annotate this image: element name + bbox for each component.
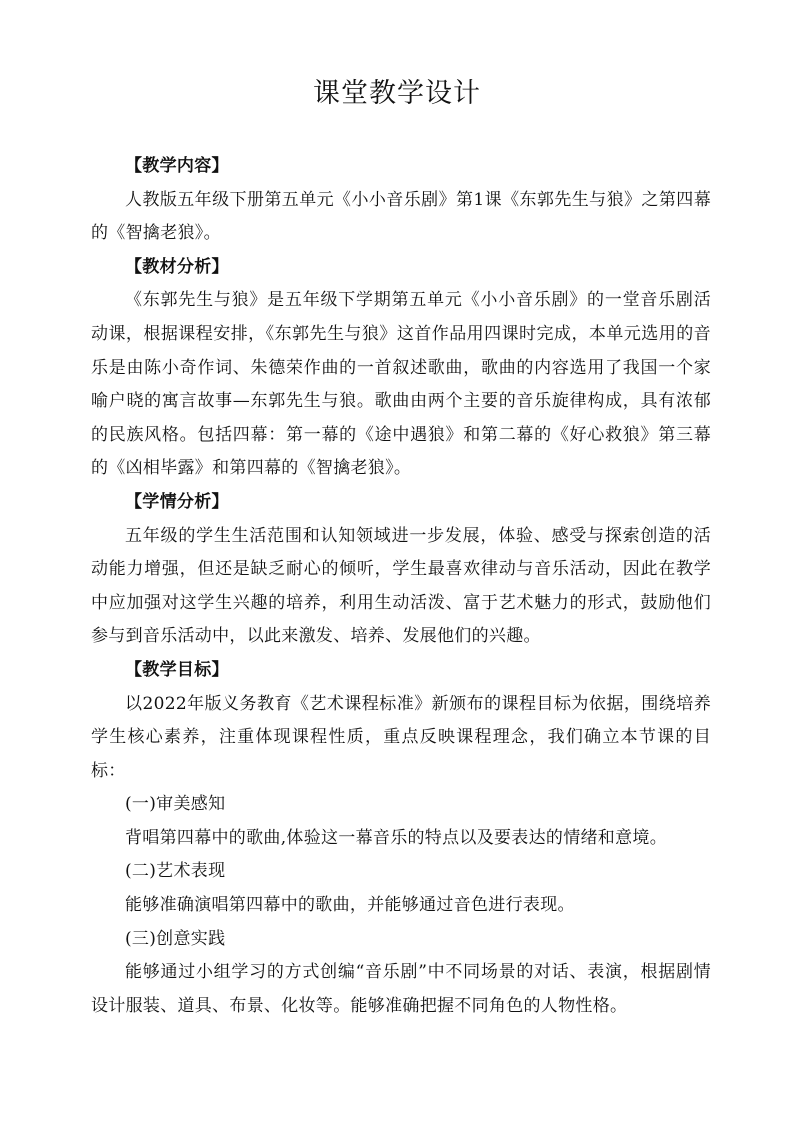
goal-text-aesthetic-perception: 背唱第四幕中的歌曲,体验这一幕音乐的特点以及要表达的情绪和意境。: [125, 827, 668, 848]
document-body: [91, 150, 711, 1023]
goal-label-artistic-expression: (二)艺术表现: [125, 861, 226, 882]
paragraph-teaching-content: 人教版五年级下册第五单元《小小音乐剧》第1课《东郭先生与狼》之第四幕的《智擒老狼》。: [91, 189, 711, 244]
goal-label-aesthetic-perception: (一)审美感知: [125, 794, 226, 815]
paragraph-teaching-goals: 以2022年版义务教育《艺术课程标准》新颁布的课程目标为依据，围绕培养学生核心素养，注重体现课程性质，重点反映课程理念，我们确立本节课的目标：: [91, 693, 711, 781]
paragraph-material-analysis: 《东郭先生与狼》是五年级下学期第五单元《小小音乐剧》的一堂音乐剧活动课，根据课程安排，《东郭先生与狼》这首作品用四课时完成，本单元选用的音乐是由陈小奇作词、朱德荣作曲的一首叙述歌曲，歌曲的内容选用了我国一个家喻户晓的寓言故事—东郭先生与狼。歌曲由两个主要的音乐旋律构成，具有浓郁的民族风格。包括四幕：第一幕的《途中遇狼》和第二幕的《好心救狼》第三幕的《凶相毕露》和第四幕的《智擒老狼》。: [91, 290, 711, 479]
section-heading-student-analysis: 【学情分析】: [125, 491, 229, 512]
paragraph-student-analysis: 五年级的学生生活范围和认知领域进一步发展，体验、感受与探索创造的活动能力增强，但还是缺乏耐心的倾听，学生最喜欢律动与音乐活动，因此在教学中应加强对这学生兴趣的培养，利用生动活泼、富于艺术魅力的形式，鼓励他们参与到音乐活动中，以此来激发、培养、发展他们的兴趣。: [91, 525, 711, 647]
goal-text-creative-practice: 能够通过小组学习的方式创编“音乐剧”中不同场景的对话、表演，根据剧情设计服装、道具、布景、化妆等。能够准确把握不同角色的人物性格。: [91, 962, 711, 1016]
page-title: 课堂教学设计: [313, 78, 481, 109]
section-heading-teaching-goals: 【教学目标】: [125, 659, 229, 680]
section-heading-teaching-content: 【教学内容】: [125, 156, 229, 176]
goal-text-artistic-expression: 能够准确演唱第四幕中的歌曲，并能够通过音色进行表现。: [125, 895, 575, 916]
goal-label-creative-practice: (三)创意实践: [125, 928, 226, 949]
section-heading-material-analysis: 【教材分析】: [125, 256, 229, 277]
